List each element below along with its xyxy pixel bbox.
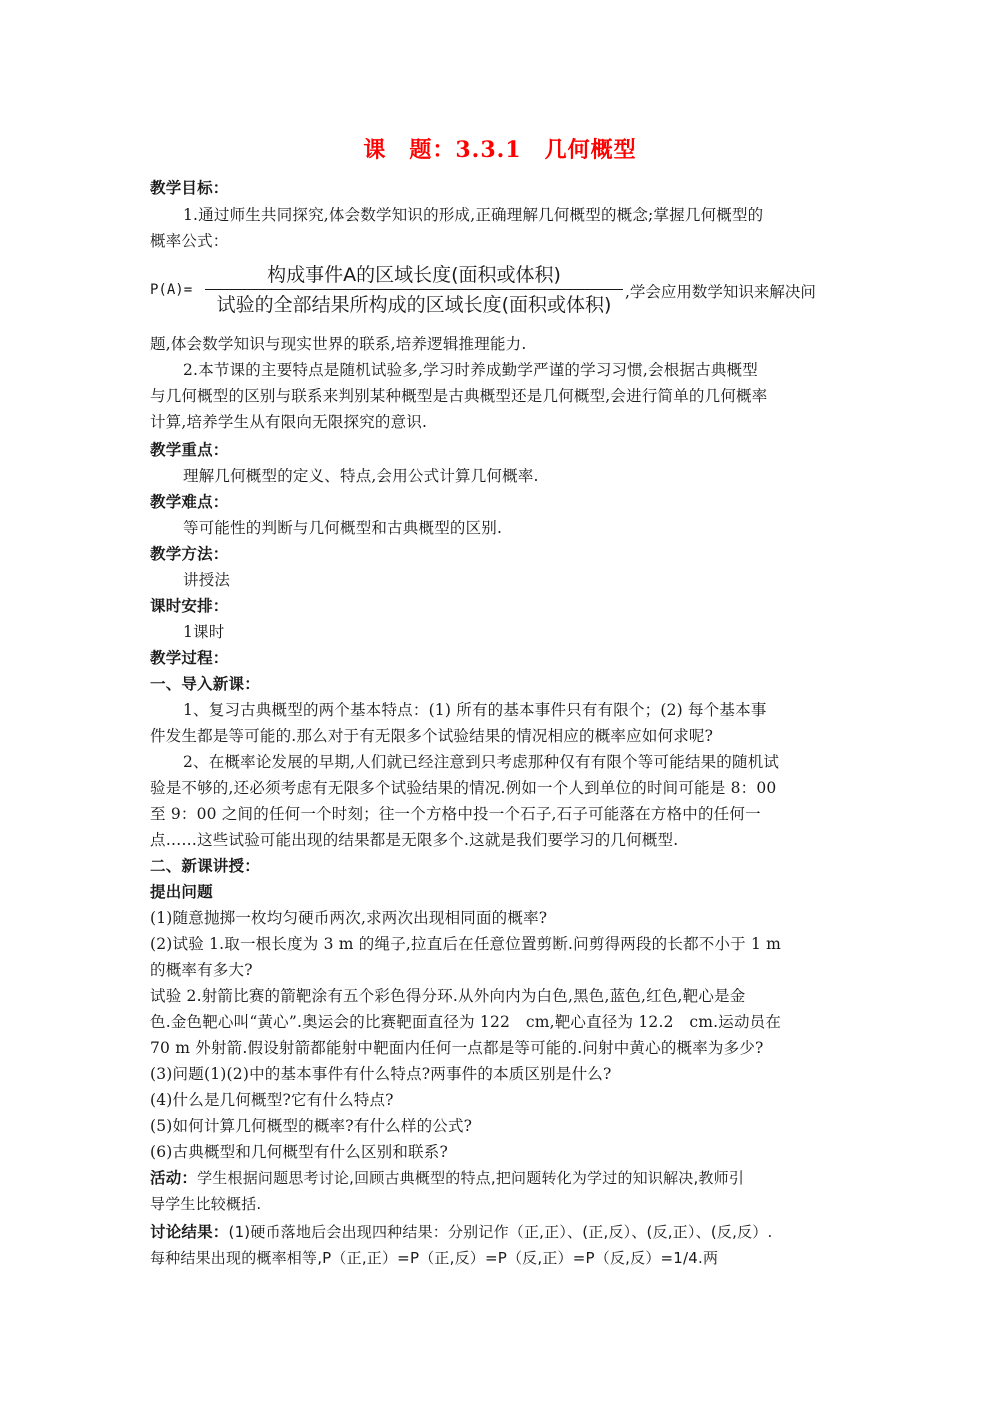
difficulties-heading: 教学难点： — [150, 493, 229, 511]
objective-2-line-1: 2.本节课的主要特点是随机试验多,学习时养成勤学严谨的学习习惯,会根据古典概型 — [183, 361, 758, 379]
question-5: (5)如何计算几何概型的概率?有什么样的公式? — [150, 1117, 473, 1135]
objective-2-line-2: 与几何概型的区别与联系来判别某种概型是古典概型还是几何概型,会进行简单的几何概率 — [150, 387, 768, 405]
discussion-result-text: (1)硬币落地后会出现四种结果：分别记作（正,正）、(正,反）、(反,正）、(反,反）. — [228, 1223, 773, 1241]
intro-p1-line-2: 件发生都是等可能的.那么对于有无限多个试验结果的情况相应的概率应如何求呢? — [150, 727, 714, 745]
formula-lhs: P(A)= — [150, 282, 193, 298]
activity-text: 学生根据问题思考讨论,回顾古典概型的特点,把问题转化为学过的知识解决,教师引 — [197, 1169, 745, 1187]
formula-numerator: 构成事件A的区域长度(面积或体积) — [267, 264, 561, 286]
experiment-2-line-3: 70 m 外射箭.假设射箭都能射中靶面内任何一点都是等可能的.问射中黄心的概率为多少? — [150, 1039, 764, 1057]
formula-trailing-text: ,学会应用数学知识来解决问 — [625, 283, 816, 301]
schedule-text: 1课时 — [183, 623, 225, 641]
formula-denominator: 试验的全部结果所构成的区域长度(面积或体积) — [216, 294, 612, 316]
discussion-result-line-2: 每种结果出现的概率相等,P（正,正）=P（正,反）=P（反,正）=P（反,反）=1/4.两 — [150, 1249, 719, 1267]
raise-questions-heading: 提出问题 — [150, 883, 213, 901]
activity-label: 活动： — [150, 1169, 198, 1187]
methods-heading: 教学方法： — [150, 545, 229, 563]
intro-p2-line-3: 至 9：00 之间的任何一个时刻；往一个方格中投一个石子,石子可能落在方格中的任何一 — [150, 805, 761, 823]
activity-line-1 — [150, 1168, 850, 1188]
key-points-heading: 教学重点： — [150, 441, 229, 459]
discussion-result-label: 讨论结果： — [150, 1223, 229, 1241]
intro-heading: 一、导入新课： — [150, 675, 260, 693]
new-lesson-heading: 二、新课讲授： — [150, 857, 260, 875]
probability-formula — [150, 262, 850, 324]
key-points-text: 理解几何概型的定义、特点,会用公式计算几何概率. — [183, 467, 539, 485]
question-4: (4)什么是几何概型?它有什么特点? — [150, 1091, 394, 1109]
objective-1-line-2: 概率公式： — [150, 232, 229, 250]
question-3: (3)问题(1)(2)中的基本事件有什么特点?两事件的本质区别是什么? — [150, 1065, 612, 1083]
process-heading: 教学过程： — [150, 649, 229, 667]
intro-p2-line-4: 点……这些试验可能出现的结果都是无限多个.这就是我们要学习的几何概型. — [150, 831, 679, 849]
objective-1-line-3: 题,体会数学知识与现实世界的联系,培养逻辑推理能力. — [150, 335, 527, 353]
question-2-line-1: (2)试验 1.取一根长度为 3 m 的绳子,拉直后在任意位置剪断.问剪得两段的长都不小于 1 m — [150, 935, 782, 953]
activity-line-2: 导学生比较概括. — [150, 1195, 262, 1213]
schedule-heading: 课时安排： — [150, 597, 229, 615]
objective-1-line-1: 1.通过师生共同探究,体会数学知识的形成,正确理解几何概型的概念;掌握几何概型的 — [183, 206, 764, 224]
document-title: 课 题：3.3.1 几何概型 — [363, 137, 637, 163]
question-2-line-2: 的概率有多大? — [150, 961, 253, 979]
question-1: (1)随意抛掷一枚均匀硬币两次,求两次出现相同面的概率? — [150, 909, 548, 927]
fraction-bar — [205, 289, 623, 290]
formula-fraction — [205, 262, 623, 318]
intro-p2-line-1: 2、在概率论发展的早期,人们就已经注意到只考虑那种仅有有限个等可能结果的随机试 — [183, 753, 780, 771]
difficulties-text: 等可能性的判断与几何概型和古典概型的区别. — [183, 519, 503, 537]
question-6: (6)古典概型和几何概型有什么区别和联系? — [150, 1143, 448, 1161]
intro-p2-line-2: 验是不够的,还必须考虑有无限多个试验结果的情况.例如一个人到单位的时间可能是 8：00 — [150, 779, 777, 797]
experiment-2-line-2: 色.金色靶心叫“黄心”.奥运会的比赛靶面直径为 122 cm,靶心直径为 12.2 cm.运动员在 — [150, 1013, 782, 1031]
objectives-heading: 教学目标： — [150, 179, 229, 197]
objective-2-line-3: 计算,培养学生从有限向无限探究的意识. — [150, 413, 428, 431]
intro-p1-line-1: 1、复习古典概型的两个基本特点：(1) 所有的基本事件只有有限个；(2) 每个基本事 — [183, 701, 767, 719]
methods-text: 讲授法 — [183, 571, 231, 589]
experiment-2-line-1: 试验 2.射箭比赛的箭靶涂有五个彩色得分环.从外向内为白色,黑色,蓝色,红色,靶心是金 — [150, 987, 746, 1005]
discussion-result-line-1 — [150, 1222, 850, 1242]
